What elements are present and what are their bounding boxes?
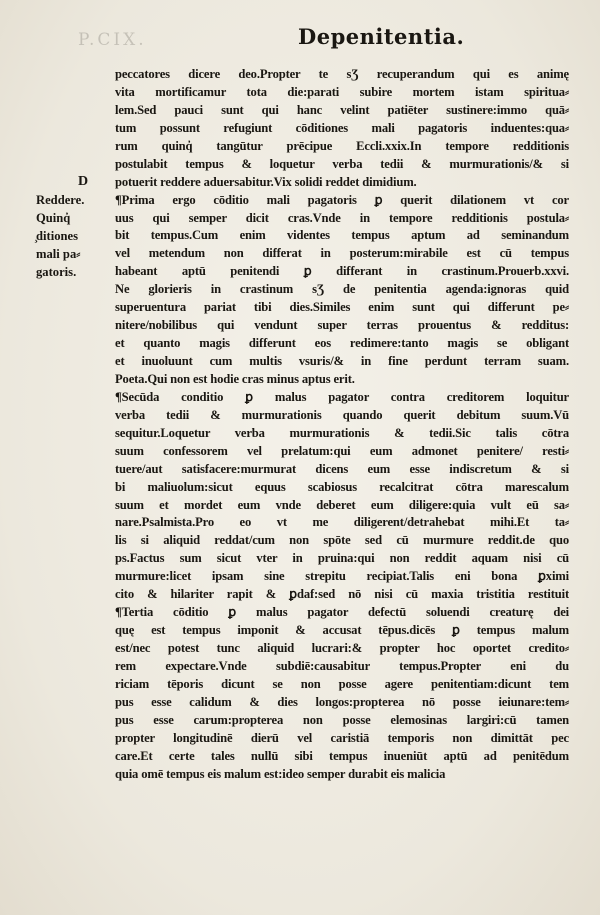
text-line: rem expectare.Vnde subdiē:causabitur tempus.Propter eni du — [115, 658, 569, 673]
text-line: murmure:licet ipsam sine strepitu recipiat.Talis eni bona ꝑximi — [115, 569, 569, 584]
text-line: et inuoluunt cum multis vsuris/& in fine perdunt terram suam. — [115, 354, 569, 368]
text-line: lis si aliquid reddat/cum non spōte sed cū murmure reddit.de quo — [115, 533, 569, 548]
text-line: ¶Tertia cōditio ꝑ malus pagator defectū soluendi creaturę dei — [115, 605, 569, 620]
text-line: verba tedii & murmurationis quando querit debitum suum.Vū — [115, 407, 569, 422]
text-line: ¶Secūda conditio ꝑ malus pagator contra creditorem loquitur — [115, 389, 569, 404]
text-line: propter longitudinē dierū vel caristiā temporis non dimittāt pec — [115, 730, 569, 745]
running-head: Depenitentia. — [298, 24, 465, 49]
margin-note: ̧ditiones — [36, 228, 78, 243]
text-line: uus qui semper dicit cras.Vnde in tempore redditionis postula⸗ — [115, 210, 569, 225]
text-line: nitere/nobilibus qui vendunt super terras prouentus & redditus: — [115, 318, 569, 333]
text-line: tuere/aut satisfacere:murmurat dicens eum esse indiscretum & si — [115, 461, 569, 476]
text-line: rum quinq̓ tangūtur prēcipue Eccli.xxix.In tempore redditionis — [115, 138, 569, 153]
text-line: habeant aptū penitendi ꝑ differant in crastinum.Prouerb.xxvi. — [115, 264, 569, 279]
text-line: quia omē tempus eis malum est:ideo semper durabit eis malicia — [115, 766, 446, 781]
text-line: pus esse calidum & dies longos:propterea nō posse ieiunare:tem⸗ — [115, 694, 569, 709]
text-line: bit tempus.Cum enim videntes tempus aptum ad seminandum — [115, 228, 569, 243]
text-line: quę est tempus imponit & accusat tēpus.dicēs ꝑ tempus malum — [115, 623, 569, 638]
margin-notes — [36, 192, 116, 282]
text-line: et quanto magis differunt eos redimere:tanto magis se obligant — [115, 336, 569, 351]
text-line: suum et mordet eum vnde deberet eum diligere:quia vult eū sa⸗ — [115, 497, 569, 512]
text-line: vel metendum non differat in posterum:mirabile est cū tempus — [115, 246, 569, 261]
text-line: Ne glorieris in crastinum sƷ de penitentia agenda:ignoras quid — [115, 282, 569, 297]
text-line: peccatores dicere deo.Propter te sƷ recuperandum qui es animę — [115, 67, 569, 81]
text-line: potuerit reddere aduersabitur.Vix solidi reddet dimidium. — [115, 174, 417, 189]
margin-letter: D — [78, 174, 89, 189]
text-line: postulabit tempus & loquetur verba tedii & murmurationis/& si — [115, 156, 569, 171]
body-text — [115, 66, 569, 784]
text-line: tum possunt refugiunt cōditiones mali pagatoris induentes:qua⸗ — [115, 120, 569, 135]
margin-note: mali pa⸗ — [36, 246, 81, 261]
margin-note: gatoris. — [36, 264, 77, 279]
text-line: pus esse carum:propterea non posse elemosinas largiri:cū tamen — [115, 712, 569, 727]
text-line: bi maliuolum:sicut equus scabiosus recalcitrat cōtra marescalum — [115, 479, 569, 494]
text-line: est/nec potest tunc aliquid lucrari:& propter hoc oportet credito⸗ — [115, 641, 569, 655]
text-line: Poeta.Qui non est hodie cras minus aptus erit. — [115, 371, 355, 386]
text-line: vita mortificamur tota die:parati subire mortem istam spiritua⸗ — [115, 84, 569, 99]
text-line: superuentura pariat tibi dies.Similes enim sunt qui differunt pe⸗ — [115, 300, 569, 315]
text-line: ps.Factus sum sicut vter in pruina:qui non reddit aquam nisi cū — [115, 551, 569, 566]
text-line: ¶Prima ergo cōditio mali pagatoris ꝑ querit dilationem vt cor — [115, 192, 569, 207]
text-line: cito & hilariter rapit & ꝑdaf:sed nō nisi cū maxia tristitia restituit — [115, 587, 569, 602]
text-line: riciam tēporis dicunt se non posse agere penitentiam:dicunt tem — [115, 676, 569, 691]
text-line: suum confessorem vel prelatum:qui eum admonet penitere/ resti⸗ — [115, 443, 569, 458]
text-line: lem.Sed pauci sunt qui hanc velint patiēter sustinere:immo quā⸗ — [115, 102, 569, 117]
bleed-through-text: P.CIX. — [78, 30, 147, 50]
text-line: care.Et certe tales nullū sibi tempus inueniūt aptū ad penitēdum — [115, 748, 569, 763]
margin-note: Quinq̓ — [36, 210, 71, 225]
margin-note: Reddere. — [36, 193, 85, 207]
text-line: nare.Psalmista.Pro eo vt me diligerent/detrahebat mihi.Et ta⸗ — [115, 515, 569, 530]
text-line: sequitur.Loquetur verba murmurationis & tedii.Sic talis cōtra — [115, 425, 569, 440]
